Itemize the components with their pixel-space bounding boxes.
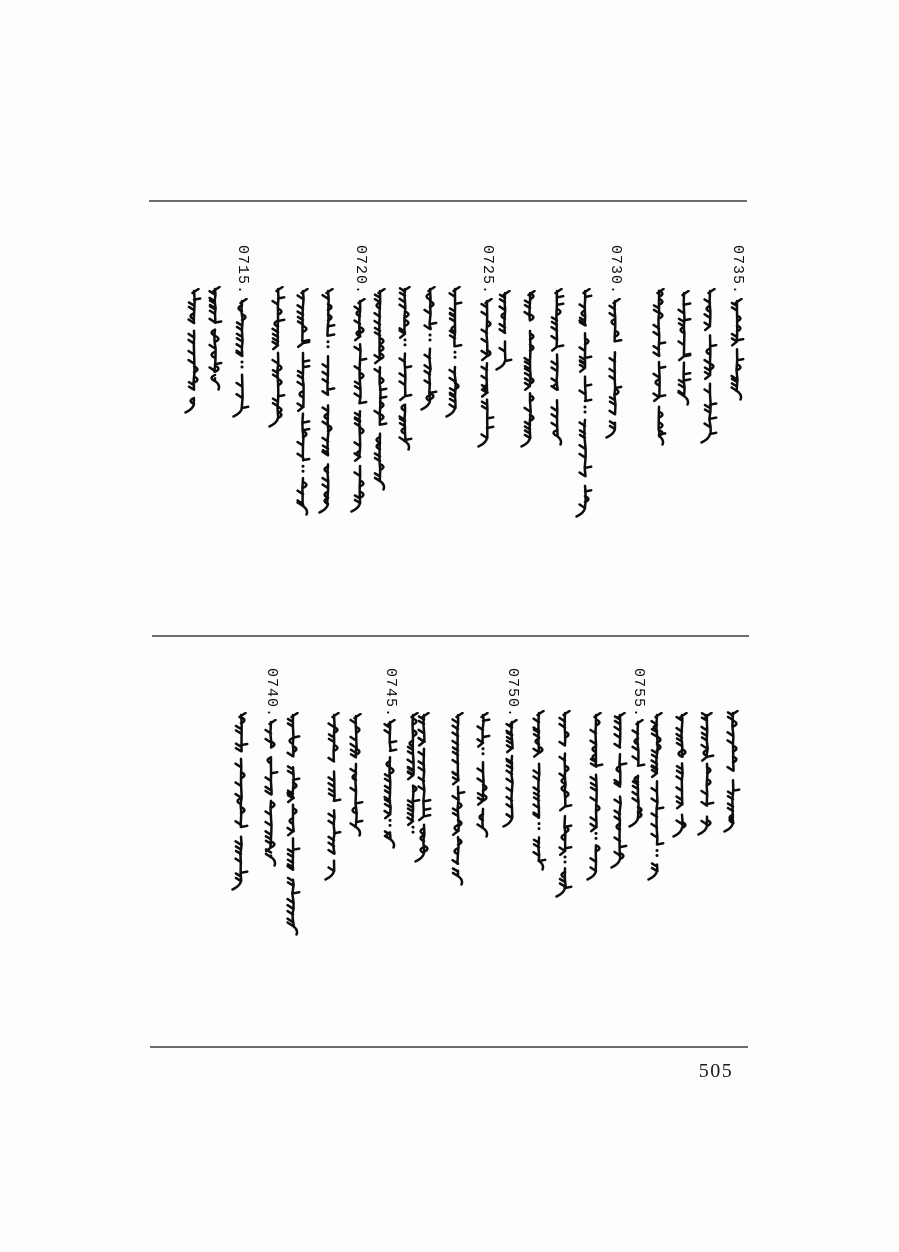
script-line (699, 288, 721, 455)
script-line (413, 712, 435, 874)
script-line (604, 298, 626, 450)
script-line (447, 712, 469, 897)
page-number: 505 (698, 1060, 734, 1082)
script-line (726, 298, 748, 412)
script-line (282, 712, 304, 947)
entry-number: 0730. (607, 245, 624, 296)
entry-number: 0725. (479, 245, 496, 296)
entry-number: 0735. (729, 245, 746, 296)
script-line (204, 286, 226, 402)
entry-number: 0755. (630, 668, 647, 719)
script-line (546, 288, 568, 457)
script-line (609, 712, 631, 880)
script-line (183, 288, 205, 425)
script-line (494, 290, 516, 382)
script-line (648, 288, 670, 457)
band-divider-rule (152, 635, 749, 637)
script-line (646, 712, 668, 892)
script-line (722, 710, 744, 844)
script-line (472, 712, 494, 849)
script-line (394, 286, 416, 462)
script-line (317, 288, 339, 525)
script-line (369, 288, 391, 502)
script-line (323, 712, 345, 892)
script-line (379, 719, 401, 860)
script-line (673, 290, 695, 417)
entry-number: 0740. (263, 668, 280, 719)
script-line (671, 712, 693, 849)
entry-number: 0750. (504, 668, 521, 719)
script-line (419, 286, 441, 422)
script-line (519, 290, 541, 459)
entry-number: 0745. (382, 668, 399, 719)
script-line (554, 710, 576, 909)
script-line (444, 286, 466, 429)
script-line (349, 298, 371, 524)
script-line (260, 719, 282, 878)
script-line (585, 712, 607, 892)
script-line (345, 713, 367, 848)
entry-number: 0715. (234, 245, 251, 296)
script-line (574, 288, 596, 529)
script-line (696, 712, 718, 847)
entry-number: 0720. (352, 245, 369, 296)
header-rule (149, 200, 747, 202)
script-line (292, 288, 314, 527)
script-line (501, 719, 523, 839)
footer-rule (150, 1046, 748, 1048)
script-line (230, 712, 252, 902)
script-line (476, 298, 498, 459)
script-line (627, 719, 649, 839)
script-line (402, 712, 424, 850)
script-line (528, 710, 550, 882)
script-line (231, 298, 253, 429)
script-line (267, 286, 289, 439)
